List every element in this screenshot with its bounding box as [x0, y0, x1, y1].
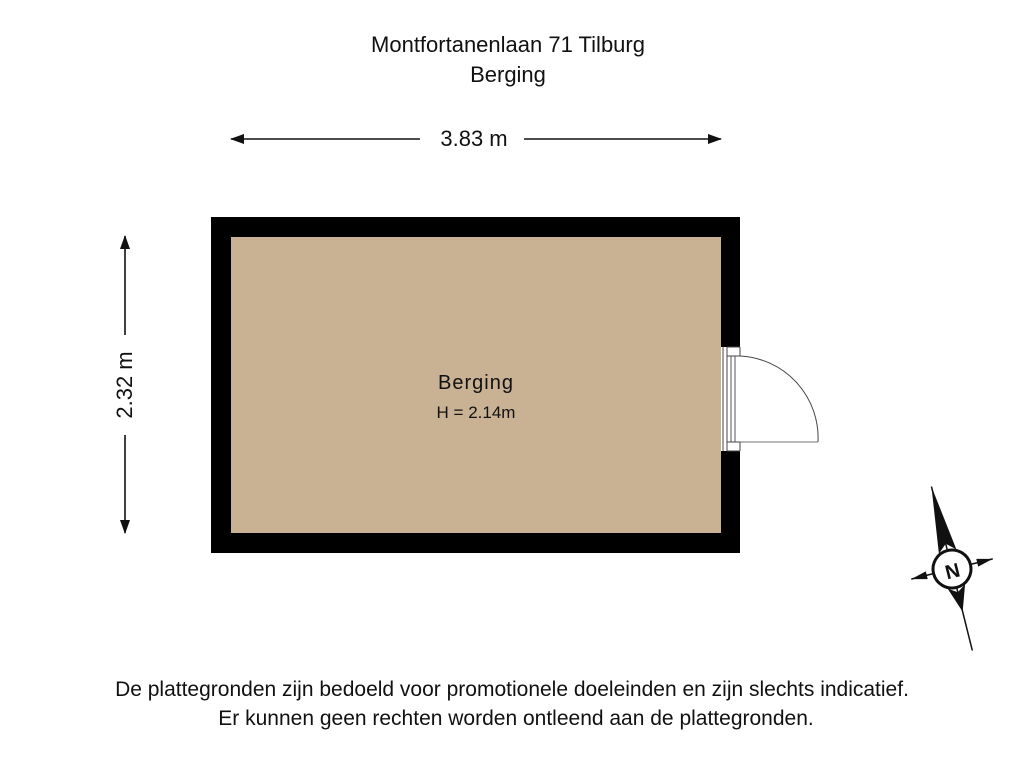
plan-floor-name: Berging — [470, 62, 546, 87]
room-name-label: Berging — [438, 372, 514, 394]
room-ceiling-height-label: H = 2.14m — [436, 403, 516, 422]
door — [721, 347, 818, 451]
width-dimension-label: 3.83 m — [424, 126, 524, 152]
disclaimer-line-1: De plattegronden zijn bedoeld voor promotionele doeleinden en zijn slechts indicatief. — [115, 678, 909, 701]
plan-address: Montfortanenlaan 71 Tilburg — [371, 32, 645, 57]
disclaimer-line-2: Er kunnen geen rechten worden ontleend aan de plattegronden. — [218, 707, 814, 730]
compass-north-label: N — [943, 559, 963, 585]
height-dimension-label: 2.32 m — [112, 335, 138, 435]
